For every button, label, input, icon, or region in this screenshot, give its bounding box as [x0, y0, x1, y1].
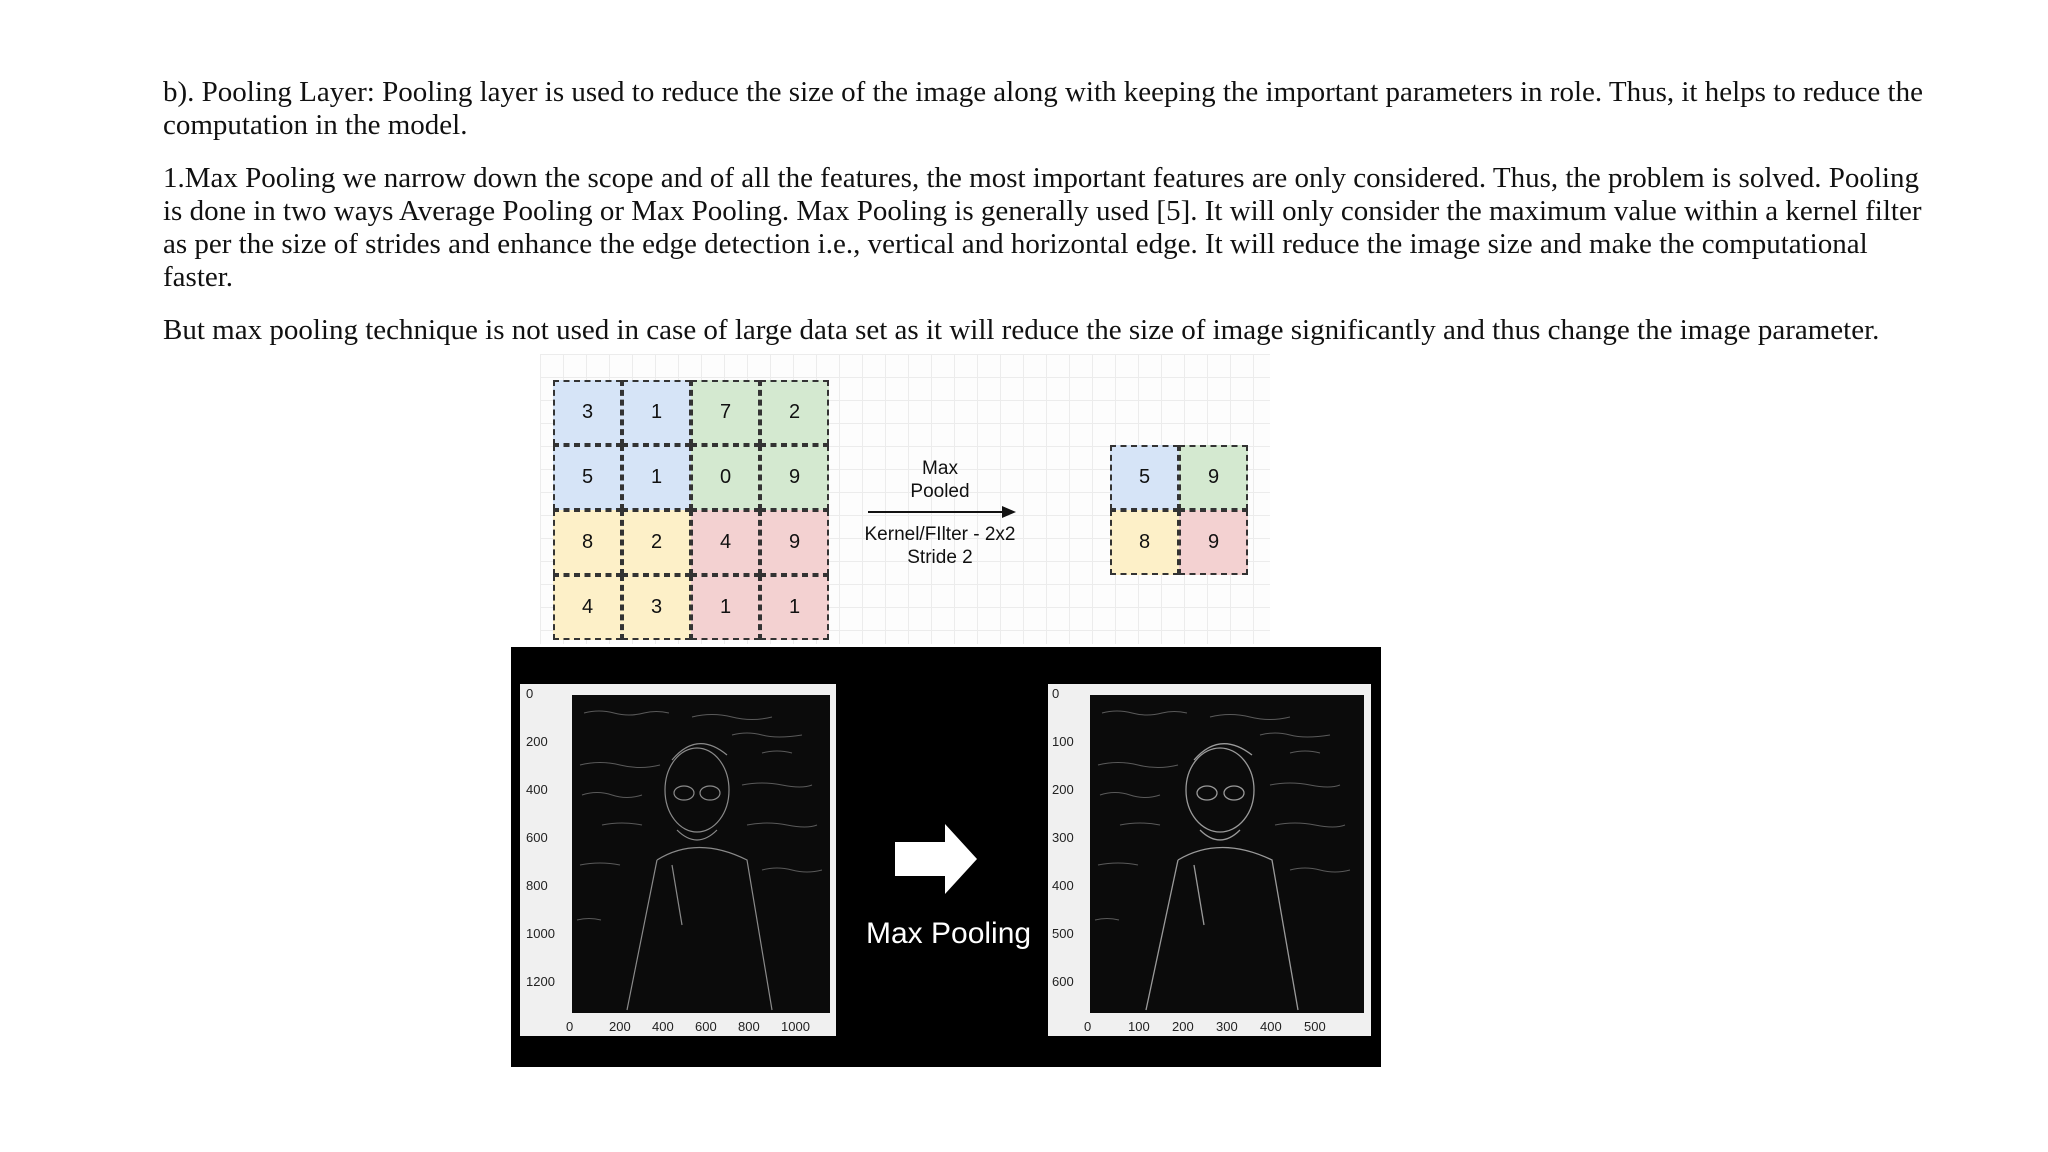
original-image-plot: [520, 684, 836, 1036]
pooling-layer-heading: b). Pooling Layer: [163, 76, 367, 108]
x-tick-label: 600: [695, 1019, 717, 1034]
y-tick-label: 800: [526, 878, 548, 893]
y-tick-label: 400: [526, 782, 548, 797]
pooling-layer-body: : Pooling layer is used to reduce the size of the image along with keeping the important parameters in role. Thus, it helps to reduce the computation in the model.: [163, 76, 1923, 141]
input-matrix-cell: 1: [622, 445, 691, 510]
input-matrix-cell: 1: [760, 575, 829, 640]
y-tick-label: 600: [526, 830, 548, 845]
input-matrix-cell: 2: [622, 510, 691, 575]
input-matrix-cell: 8: [553, 510, 622, 575]
paragraph-max-pooling-limitation: But max pooling technique is not used in case of large data set as it will reduce the size of image significantly and thus change the image parameter.: [163, 314, 1880, 346]
right-arrow-icon: [868, 504, 1018, 520]
paragraph-max-pooling: 1.Max Pooling we narrow down the scope and of all the features, the most important features are only considered. Thus, the problem is solved. Pooling is done in two ways Average Pooling or Max Pooling. Max Pooling is generally used [5]. It will only consider the maximum value within a kernel filter as per the size of strides and enhance the edge detection i.e., vertical and horizontal edge. It will reduce the image size and make the computational faster.: [163, 162, 1922, 293]
max-pooling-diagram: [540, 354, 1270, 644]
paragraph-pooling-layer: [163, 76, 1923, 142]
x-tick-label: 0: [566, 1019, 574, 1034]
input-matrix-cell: 1: [622, 380, 691, 445]
max-pooled-label-line-1: Max: [922, 458, 958, 479]
y-tick-label: 300: [1052, 830, 1074, 845]
y-tick-label: 600: [1052, 974, 1074, 989]
x-tick-label: 300: [1216, 1019, 1238, 1034]
pooled-image-texture: [1090, 695, 1364, 1013]
max-pooled-label: [840, 457, 1040, 503]
input-matrix-cell: 4: [691, 510, 760, 575]
pooled-image-plot: [1048, 684, 1371, 1036]
y-tick-label: 0: [526, 686, 534, 701]
y-tick-label: 400: [1052, 878, 1074, 893]
x-tick-label: 1000: [781, 1019, 810, 1034]
input-matrix-cell: 4: [553, 575, 622, 640]
x-tick-label: 400: [1260, 1019, 1282, 1034]
output-matrix-cell: 9: [1179, 510, 1248, 575]
x-tick-label: 500: [1304, 1019, 1326, 1034]
input-matrix-cell: 2: [760, 380, 829, 445]
image-max-pooling-demo: [511, 647, 1381, 1067]
input-matrix-cell: 3: [553, 380, 622, 445]
original-image-texture: [572, 695, 830, 1013]
max-pooling-label: Max Pooling: [866, 917, 1032, 950]
y-tick-label: 1000: [526, 926, 555, 941]
stride-label: Stride 2: [907, 547, 973, 568]
kernel-stride-label: [830, 523, 1050, 569]
output-matrix-cell: 9: [1179, 445, 1248, 510]
x-tick-label: 200: [609, 1019, 631, 1034]
input-matrix-cell: 1: [691, 575, 760, 640]
y-tick-label: 100: [1052, 734, 1074, 749]
input-matrix-cell: 5: [553, 445, 622, 510]
y-tick-label: 200: [1052, 782, 1074, 797]
input-matrix-cell: 9: [760, 510, 829, 575]
original-feature-map-image: [572, 695, 830, 1013]
input-matrix-cell: 3: [622, 575, 691, 640]
y-tick-label: 200: [526, 734, 548, 749]
right-arrow-icon: [895, 824, 983, 894]
y-tick-label: 500: [1052, 926, 1074, 941]
pooled-feature-map-image: [1090, 695, 1364, 1013]
input-matrix-cell: 9: [760, 445, 829, 510]
y-tick-label: 0: [1052, 686, 1060, 701]
x-tick-label: 400: [652, 1019, 674, 1034]
output-matrix-cell: 5: [1110, 445, 1179, 510]
x-tick-label: 800: [738, 1019, 760, 1034]
x-tick-label: 100: [1128, 1019, 1150, 1034]
kernel-size-label: Kernel/FIlter - 2x2: [864, 524, 1016, 545]
output-matrix-cell: 8: [1110, 510, 1179, 575]
max-pooled-label-line-2: Pooled: [910, 481, 970, 502]
x-tick-label: 200: [1172, 1019, 1194, 1034]
input-matrix-cell: 7: [691, 380, 760, 445]
input-matrix-cell: 0: [691, 445, 760, 510]
y-tick-label: 1200: [526, 974, 555, 989]
x-tick-label: 0: [1084, 1019, 1092, 1034]
